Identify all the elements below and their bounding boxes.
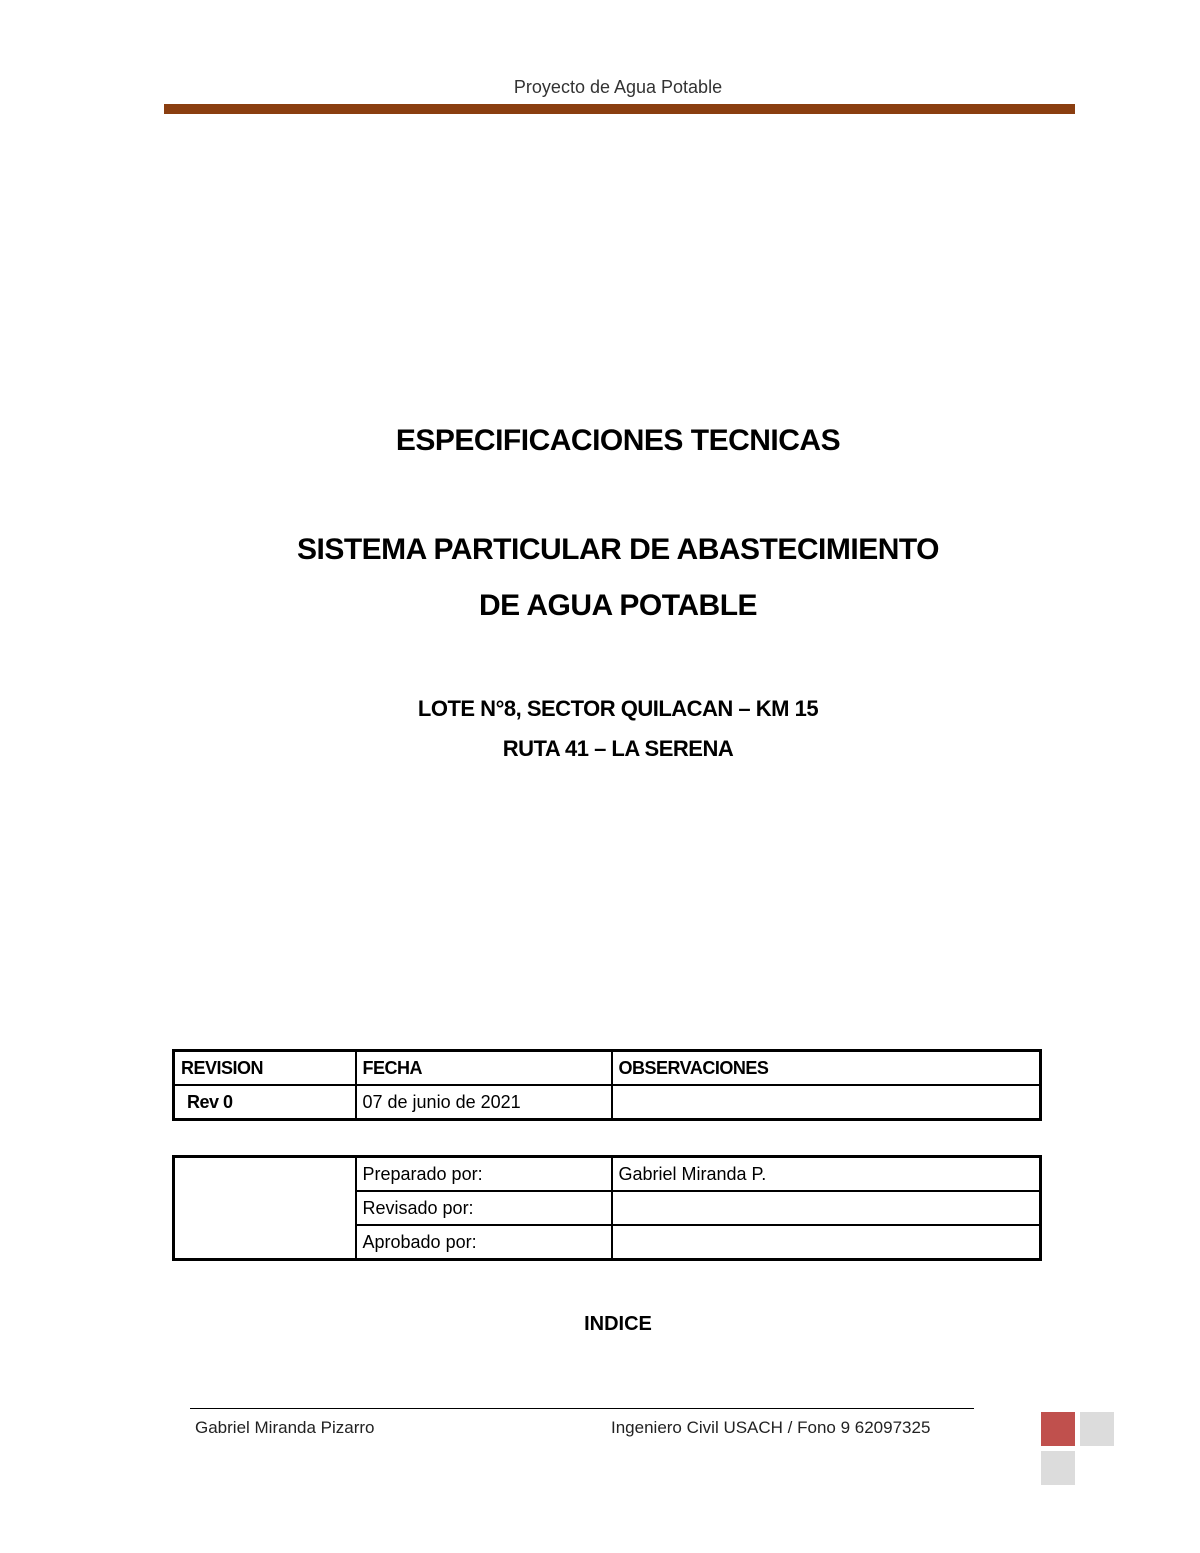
table-row [174,1085,1041,1120]
signoff-label-cell: Preparado por: [356,1157,612,1192]
location-line1: LOTE N°8, SECTOR QUILACAN – KM 15 [417,696,819,721]
observaciones-header-cell: OBSERVACIONES [612,1051,1041,1086]
footer-contact: Ingeniero Civil USACH / Fono 9 62097325 [611,1418,931,1437]
document-title: ESPECIFICACIONES TECNICAS [395,424,841,457]
footer-accent-square [1041,1412,1075,1446]
signoff-value-cell: Gabriel Miranda P. [612,1157,1041,1192]
footer-rule [190,1408,974,1409]
revision-cell: Rev 0 [174,1085,356,1120]
signoff-table [172,1155,1042,1261]
revision-header-row [174,1051,1041,1086]
document-subtitle-line1: SISTEMA PARTICULAR DE ABASTECIMIENTO [296,533,939,566]
signoff-blank-cell [174,1157,356,1260]
document-subtitle-line2: DE AGUA POTABLE [478,589,758,622]
signoff-label-cell: Aprobado por: [356,1225,612,1260]
signoff-value-cell [612,1191,1041,1225]
header-rule [164,104,1075,114]
footer-accent-square [1080,1412,1114,1446]
revision-header-cell: REVISION [174,1051,356,1086]
signoff-label-cell: Revisado por: [356,1191,612,1225]
fecha-header-cell: FECHA [356,1051,612,1086]
footer-accent-square [1041,1451,1075,1485]
footer-author: Gabriel Miranda Pizarro [195,1418,375,1437]
page-header: Proyecto de Agua Potable [513,77,723,97]
revision-table [172,1049,1042,1121]
fecha-cell: 07 de junio de 2021 [356,1085,612,1120]
signoff-value-cell [612,1225,1041,1260]
location-line2: RUTA 41 – LA SERENA [502,736,734,761]
observaciones-cell [612,1085,1041,1120]
index-heading: INDICE [584,1313,652,1335]
table-row [174,1157,1041,1192]
